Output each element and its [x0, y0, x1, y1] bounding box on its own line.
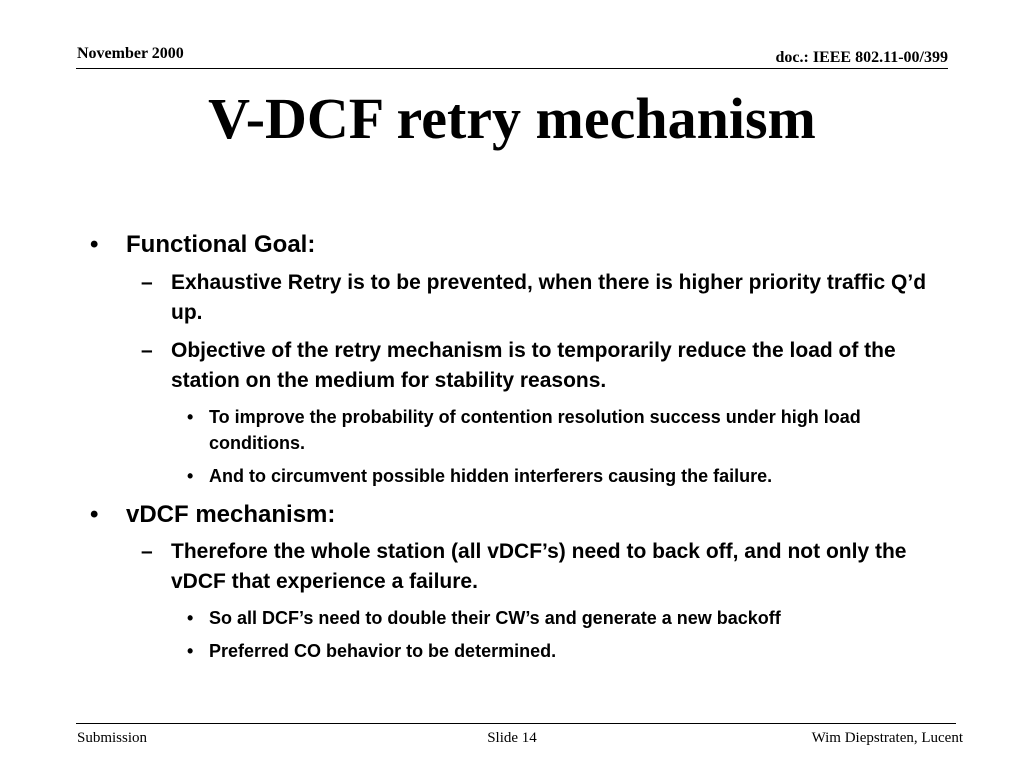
header-date: November 2000	[77, 45, 184, 62]
footer-divider	[76, 723, 956, 724]
slide-title: V-DCF retry mechanism	[208, 86, 816, 151]
sub-bullet-whole-station	[141, 537, 941, 597]
sub-bullet-text: Objective of the retry mechanism is to temporarily reduce the load of the station on the medium for stability reasons.	[171, 339, 896, 392]
bullet-text: vDCF mechanism:	[126, 501, 336, 528]
bullet-text: Functional Goal:	[126, 231, 316, 258]
sub-bullet-text: Exhaustive Retry is to be prevented, when there is higher priority traffic Q’d up.	[171, 271, 927, 324]
footer-slide-number: Slide 14	[487, 730, 537, 746]
bullet-marker: •	[187, 407, 194, 427]
sub-sub-bullet-hidden-interferers	[187, 463, 939, 489]
sub-sub-bullet-improve-probability	[187, 404, 939, 456]
sub-bullet-exhaustive-retry	[141, 268, 941, 328]
footer-submission: Submission	[77, 730, 148, 746]
bullet-marker: •	[90, 231, 99, 258]
bullet-vdcf-mechanism	[90, 500, 946, 529]
sub-sub-bullet-text: Preferred CO behavior to be determined.	[209, 641, 557, 661]
bullet-functional-goal	[90, 230, 946, 259]
dash-marker: –	[141, 339, 153, 362]
sub-sub-bullet-text: And to circumvent possible hidden interferers causing the failure.	[209, 466, 773, 486]
bullet-marker: •	[187, 466, 194, 486]
header-doc-id: doc.: IEEE 802.11-00/399	[775, 49, 948, 66]
sub-bullet-text: Therefore the whole station (all vDCF’s) need to back off, and not only the vDCF that experience a failure.	[171, 540, 907, 593]
sub-sub-bullet-co-behavior	[187, 638, 939, 664]
dash-marker: –	[141, 540, 153, 563]
bullet-marker: •	[90, 501, 99, 528]
sub-sub-bullet-text: To improve the probability of contention resolution success under high load conditions.	[209, 407, 861, 453]
sub-sub-bullet-double-cw	[187, 605, 939, 631]
sub-sub-bullet-text: So all DCF’s need to double their CW’s and generate a new backoff	[209, 608, 781, 628]
footer-author: Wim Diepstraten, Lucent	[811, 730, 963, 746]
dash-marker: –	[141, 271, 153, 294]
bullet-marker: •	[187, 608, 194, 628]
sub-bullet-objective	[141, 336, 941, 396]
bullet-marker: •	[187, 641, 194, 661]
